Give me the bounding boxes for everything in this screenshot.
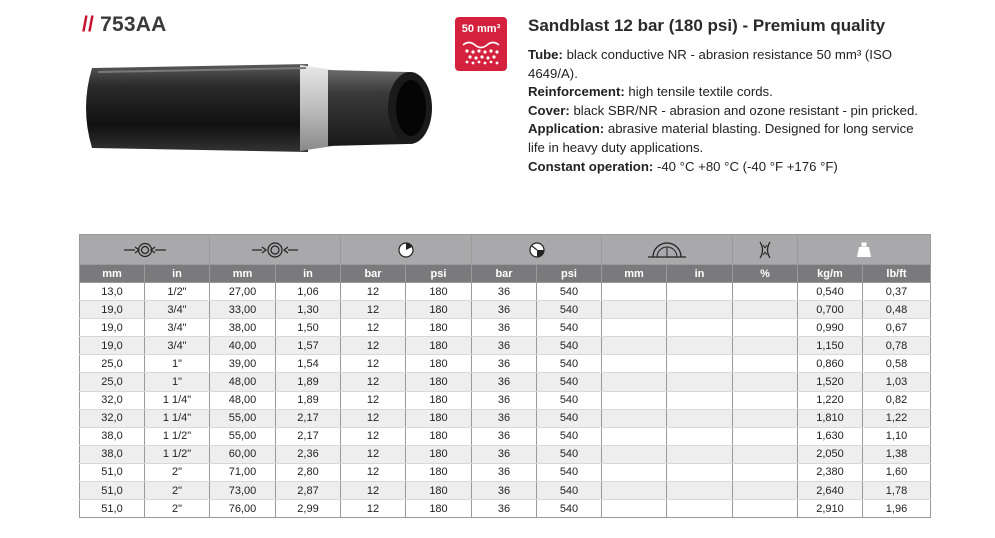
table-cell: 1,54 (276, 355, 341, 373)
table-cell: 0,990 (798, 319, 863, 337)
table-cell: 36 (472, 373, 537, 391)
table-cell (602, 463, 667, 481)
table-cell: 12 (341, 391, 406, 409)
table-cell: 36 (472, 445, 537, 463)
abrasion-badge (455, 17, 507, 71)
table-cell (602, 373, 667, 391)
product-code (82, 13, 166, 37)
table-cell: 1,50 (276, 319, 341, 337)
table-cell: 48,00 (210, 391, 276, 409)
table-cell: 19,0 (80, 337, 145, 355)
table-cell: 2" (145, 500, 210, 518)
unit-header: in (276, 265, 341, 283)
table-cell: 55,00 (210, 409, 276, 427)
table-cell: 0,860 (798, 355, 863, 373)
unit-header: bar (341, 265, 406, 283)
unit-header: mm (80, 265, 145, 283)
unit-header: bar (472, 265, 537, 283)
table-cell (733, 463, 798, 481)
table-cell: 38,0 (80, 427, 145, 445)
product-description (528, 46, 918, 176)
table-cell: 36 (472, 463, 537, 481)
table-cell: 36 (472, 283, 537, 301)
vacuum-icon (758, 241, 772, 259)
unit-header: % (733, 265, 798, 283)
product-title: Sandblast 12 bar (180 psi) - Premium quality (528, 16, 886, 35)
spec-table (79, 234, 931, 518)
table-cell: 0,48 (863, 301, 931, 319)
table-cell (602, 355, 667, 373)
table-cell (667, 391, 733, 409)
table-cell: 540 (537, 482, 602, 500)
table-cell: 12 (341, 301, 406, 319)
table-cell: 12 (341, 373, 406, 391)
table-cell: 180 (406, 409, 472, 427)
table-cell: 3/4" (145, 301, 210, 319)
table-cell: 0,67 (863, 319, 931, 337)
table-cell: 180 (406, 337, 472, 355)
table-row (80, 283, 931, 301)
table-cell: 0,82 (863, 391, 931, 409)
table-cell: 2" (145, 463, 210, 481)
table-cell: 1,89 (276, 373, 341, 391)
table-cell: 540 (537, 427, 602, 445)
unit-header: mm (210, 265, 276, 283)
table-cell (667, 463, 733, 481)
table-cell: 1,38 (863, 445, 931, 463)
table-cell: 36 (472, 427, 537, 445)
table-cell: 0,700 (798, 301, 863, 319)
table-cell: 12 (341, 337, 406, 355)
table-cell: 36 (472, 337, 537, 355)
table-cell: 38,0 (80, 445, 145, 463)
table-cell: 12 (341, 409, 406, 427)
table-cell: 3/4" (145, 337, 210, 355)
table-cell: 2,99 (276, 500, 341, 518)
unit-header: in (145, 265, 210, 283)
table-cell: 12 (341, 355, 406, 373)
table-cell: 540 (537, 391, 602, 409)
table-cell: 32,0 (80, 391, 145, 409)
table-cell: 51,0 (80, 482, 145, 500)
table-cell: 1,630 (798, 427, 863, 445)
table-cell: 19,0 (80, 301, 145, 319)
table-row (80, 337, 931, 355)
table-cell: 180 (406, 319, 472, 337)
desc-application: Application: abrasive material blasting. Designed for long service life in heavy duty applications. (528, 121, 914, 155)
table-cell (733, 482, 798, 500)
table-cell (667, 301, 733, 319)
table-cell: 180 (406, 445, 472, 463)
table-cell: 27,00 (210, 283, 276, 301)
table-cell: 1,06 (276, 283, 341, 301)
table-row (80, 409, 931, 427)
table-cell: 1,810 (798, 409, 863, 427)
table-cell: 540 (537, 283, 602, 301)
table-cell: 73,00 (210, 482, 276, 500)
table-cell (667, 445, 733, 463)
weight-header (798, 235, 931, 265)
table-cell: 1,150 (798, 337, 863, 355)
table-cell: 12 (341, 319, 406, 337)
desc-cover: Cover: black SBR/NR - abrasion and ozone resistant - pin pricked. (528, 102, 918, 118)
table-cell (602, 427, 667, 445)
table-cell (667, 427, 733, 445)
table-cell: 1/2" (145, 283, 210, 301)
table-cell: 71,00 (210, 463, 276, 481)
table-cell: 32,0 (80, 409, 145, 427)
table-cell: 1,96 (863, 500, 931, 518)
table-cell: 36 (472, 482, 537, 500)
table-row (80, 500, 931, 518)
table-cell: 3/4" (145, 319, 210, 337)
table-cell (733, 391, 798, 409)
table-cell: 2,050 (798, 445, 863, 463)
table-cell (667, 319, 733, 337)
bend-radius-header (602, 235, 733, 265)
hose-image (78, 58, 438, 158)
table-cell: 36 (472, 409, 537, 427)
table-cell: 540 (537, 355, 602, 373)
vacuum-header (733, 235, 798, 265)
table-cell: 1 1/2" (145, 445, 210, 463)
table-cell: 1,60 (863, 463, 931, 481)
table-cell: 1,03 (863, 373, 931, 391)
table-cell (602, 301, 667, 319)
table-cell: 180 (406, 355, 472, 373)
working-pressure-header (341, 235, 472, 265)
table-cell: 12 (341, 445, 406, 463)
table-cell: 1,520 (798, 373, 863, 391)
table-cell (667, 373, 733, 391)
burst-pressure-icon (529, 242, 545, 258)
table-cell: 2,17 (276, 409, 341, 427)
table-cell (733, 301, 798, 319)
table-cell (733, 445, 798, 463)
unit-header: psi (537, 265, 602, 283)
table-cell: 76,00 (210, 500, 276, 518)
table-cell (602, 337, 667, 355)
table-cell (667, 500, 733, 518)
table-cell: 540 (537, 337, 602, 355)
table-cell: 2,910 (798, 500, 863, 518)
table-cell: 180 (406, 500, 472, 518)
table-cell: 38,00 (210, 319, 276, 337)
table-cell: 2,380 (798, 463, 863, 481)
unit-header: in (667, 265, 733, 283)
table-cell: 36 (472, 319, 537, 337)
table-cell: 2,80 (276, 463, 341, 481)
desc-reinforcement: Reinforcement: high tensile textile cords. (528, 84, 773, 100)
table-cell (602, 500, 667, 518)
table-cell: 540 (537, 373, 602, 391)
table-row (80, 301, 931, 319)
bend-radius-icon (647, 241, 687, 259)
table-cell: 36 (472, 355, 537, 373)
table-cell: 180 (406, 463, 472, 481)
unit-header: kg/m (798, 265, 863, 283)
table-cell (602, 319, 667, 337)
table-cell: 2" (145, 482, 210, 500)
table-cell: 1 1/4" (145, 409, 210, 427)
abrasion-value: 50 mm³ (461, 23, 501, 35)
table-cell: 540 (537, 445, 602, 463)
table-row (80, 391, 931, 409)
table-cell: 1,78 (863, 482, 931, 500)
table-cell: 0,37 (863, 283, 931, 301)
code-text: 753AA (100, 13, 167, 36)
inner-diameter-header (80, 235, 210, 265)
table-cell (602, 283, 667, 301)
table-cell: 0,78 (863, 337, 931, 355)
table-cell: 12 (341, 463, 406, 481)
table-cell: 12 (341, 427, 406, 445)
table-cell: 180 (406, 373, 472, 391)
table-cell (602, 409, 667, 427)
table-cell: 180 (406, 301, 472, 319)
table-cell: 19,0 (80, 319, 145, 337)
table-cell: 25,0 (80, 373, 145, 391)
table-cell: 60,00 (210, 445, 276, 463)
table-cell: 1,89 (276, 391, 341, 409)
unit-header: psi (406, 265, 472, 283)
table-cell (733, 337, 798, 355)
table-cell: 36 (472, 391, 537, 409)
table-cell: 2,640 (798, 482, 863, 500)
table-row (80, 355, 931, 373)
table-cell: 12 (341, 500, 406, 518)
table-row (80, 373, 931, 391)
desc-operation: Constant operation: -40 °C +80 °C (-40 °F +176 °F) (528, 158, 838, 174)
table-cell: 51,0 (80, 500, 145, 518)
table-cell: 1,220 (798, 391, 863, 409)
table-cell: 12 (341, 482, 406, 500)
table-cell: 51,0 (80, 463, 145, 481)
unit-header: mm (602, 265, 667, 283)
table-cell (667, 337, 733, 355)
table-cell: 180 (406, 283, 472, 301)
table-cell: 48,00 (210, 373, 276, 391)
unit-header: lb/ft (863, 265, 931, 283)
table-cell: 180 (406, 482, 472, 500)
table-cell: 55,00 (210, 427, 276, 445)
table-cell: 540 (537, 500, 602, 518)
table-cell: 1,57 (276, 337, 341, 355)
unit-header-row (80, 265, 931, 283)
table-cell: 180 (406, 427, 472, 445)
table-cell (733, 319, 798, 337)
table-cell (733, 355, 798, 373)
table-cell: 39,00 (210, 355, 276, 373)
table-row (80, 319, 931, 337)
table-cell: 540 (537, 319, 602, 337)
outer-diameter-header (210, 235, 341, 265)
table-cell: 1 1/4" (145, 391, 210, 409)
table-cell: 1,10 (863, 427, 931, 445)
table-row (80, 427, 931, 445)
abrasion-icon (461, 37, 501, 65)
table-cell: 12 (341, 283, 406, 301)
table-cell: 540 (537, 463, 602, 481)
table-cell (602, 391, 667, 409)
table-cell: 33,00 (210, 301, 276, 319)
table-cell: 2,17 (276, 427, 341, 445)
table-cell: 540 (537, 409, 602, 427)
table-cell (602, 445, 667, 463)
table-cell (733, 373, 798, 391)
table-row (80, 482, 931, 500)
table-cell: 36 (472, 301, 537, 319)
table-cell: 40,00 (210, 337, 276, 355)
table-cell (733, 409, 798, 427)
table-cell: 25,0 (80, 355, 145, 373)
table-row (80, 463, 931, 481)
table-cell: 540 (537, 301, 602, 319)
code-slashes: // (82, 13, 95, 36)
table-cell: 180 (406, 391, 472, 409)
table-cell: 2,36 (276, 445, 341, 463)
burst-pressure-header (472, 235, 602, 265)
table-cell: 1" (145, 355, 210, 373)
table-cell (733, 427, 798, 445)
table-cell (667, 409, 733, 427)
table-cell (667, 283, 733, 301)
table-cell: 1" (145, 373, 210, 391)
table-cell: 36 (472, 500, 537, 518)
table-cell: 1,22 (863, 409, 931, 427)
table-cell: 2,87 (276, 482, 341, 500)
table-cell (733, 500, 798, 518)
outer-diameter-icon (251, 242, 299, 258)
table-cell (733, 283, 798, 301)
table-cell: 0,58 (863, 355, 931, 373)
table-cell (667, 482, 733, 500)
desc-tube: Tube: black conductive NR - abrasion resistance 50 mm³ (ISO 4649/A). (528, 47, 892, 81)
table-cell: 0,540 (798, 283, 863, 301)
table-cell: 13,0 (80, 283, 145, 301)
table-cell (667, 355, 733, 373)
table-row (80, 445, 931, 463)
working-pressure-icon (398, 242, 414, 258)
table-cell (602, 482, 667, 500)
weight-icon (856, 242, 872, 258)
table-cell: 1,30 (276, 301, 341, 319)
inner-diameter-icon (123, 242, 167, 258)
table-cell: 1 1/2" (145, 427, 210, 445)
